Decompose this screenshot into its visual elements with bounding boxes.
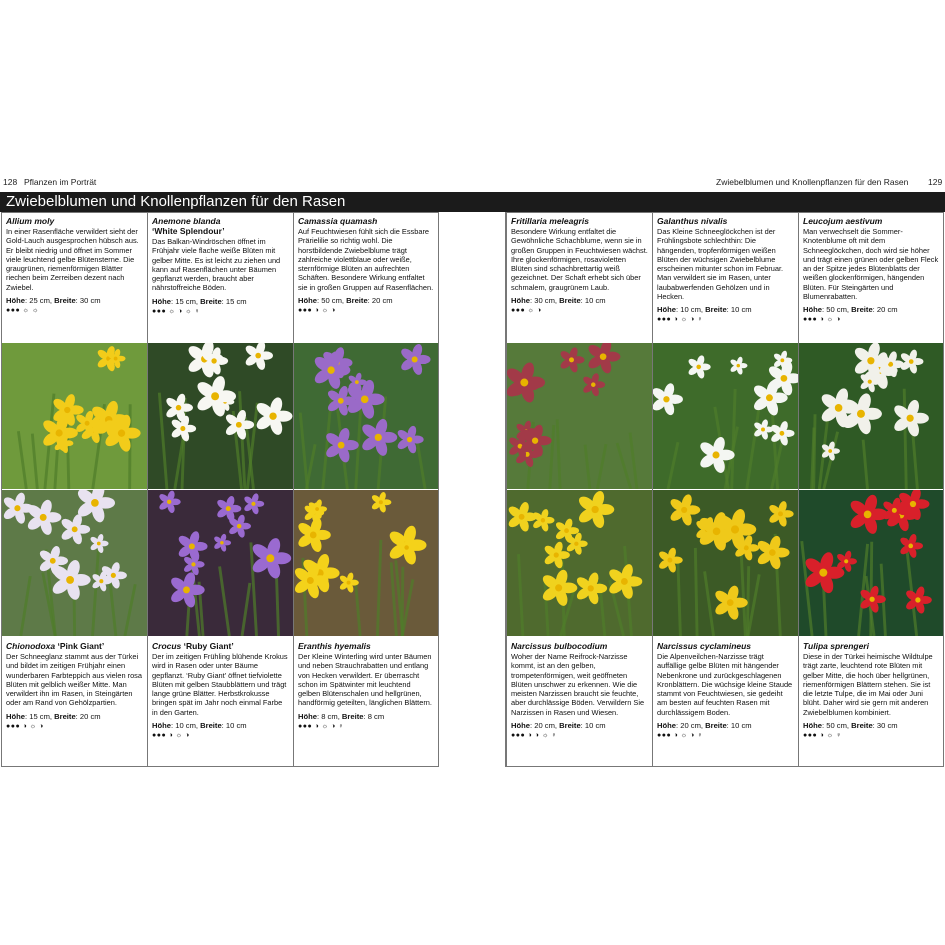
page-gutter (438, 212, 506, 767)
right-section-title: Zwiebelblumen und Knollenpflanzen für den Rasen (716, 177, 909, 187)
fritillaria-meleagris-photo (507, 343, 652, 489)
plant-description: In einer Rasenfläche verwildert sieht der Gold-Lauch ausgesprochen hübsch aus. Er bleibt niedrig und öffnet im Sommer viele leuchtend gelbe Blütensterne. Die graugrünen, riemenförmigen Blätter riechen beim Zerreiben dezent nach Zwiebel. (6, 227, 139, 292)
care-symbols: ●●● ☼ ☼ (6, 307, 39, 315)
anemone-blanda-photo-image (148, 343, 293, 489)
plant-dimensions: Höhe: 25 cm, Breite: 30 cm (6, 296, 101, 306)
plant-card-eranthis-hyemalis (294, 637, 438, 767)
plant-description: Der Schneeglanz stammt aus der Türkei und bildet im zeitigen Frühjahr einen wunderbaren Farbteppich aus vielen rosa Blüten mit gelblich weißer Mitte. Man verwildert ihn im Rasen, in Steingärten oder am Rand von Gehölzpartien. (6, 652, 142, 708)
plant-dimensions: Höhe: 50 cm, Breite: 30 cm (803, 721, 898, 731)
right-page-number: 129 (928, 177, 943, 187)
plant-description: Der Kleine Winterling wird unter Bäumen und neben Strauchrabatten und entlang von Hecken verwildert. Er überrascht schon im Spätwinter mit leuchtend gelben Blütenschalen und hellgrünen, handförmig geteilten, länglichen Blättern. (298, 652, 432, 708)
eranthis-hyemalis-photo-image (294, 490, 438, 636)
care-symbols: ●●● ◑ ☼ ◑ (803, 316, 841, 324)
stem (871, 542, 872, 636)
plant-name: Fritillaria meleagris (511, 216, 589, 226)
plant-name: Narcissus bulbocodium (511, 641, 608, 651)
plant-dimensions: Höhe: 20 cm, Breite: 10 cm (657, 721, 752, 731)
plant-card-fritillaria-meleagris (507, 212, 652, 342)
plant-description: Die Alpenveilchen-Narzisse trägt auffällige gelbe Blüten mit hängender Nebenkrone und zurückgeschlagenen Kronblättern. Die wüchsige kleine Staude stammt von Feuchtwiesen, sie gedeiht am besten auf feuchten Rasen mit durchlässigem Boden. (657, 652, 793, 717)
plant-description: Man verwechselt die Sommer-Knotenblume oft mit dem Schneeglöckchen, doch wird sie höher und trägt einen grünen oder gelben Fleck an der Spitze jedes Blütenblatts der weißen glockenförmigen, hängenden Blüten. Für Steingärten und Blumenrabatten. (803, 227, 939, 302)
section-band-title: Zwiebelblumen und Knollenpflanzen für den Rasen (6, 193, 346, 210)
care-symbols: ●●● ◑ ☼ ◑ (152, 732, 190, 740)
plant-dimensions: Höhe: 50 cm, Breite: 20 cm (803, 305, 898, 315)
plant-card-camassia-quamash (294, 212, 438, 342)
crocus-photo-image (148, 490, 293, 636)
allium-moly-photo (2, 343, 147, 489)
anemone-blanda-photo (148, 343, 293, 489)
tulipa-sprengeri-photo (799, 490, 943, 636)
plant-description: Besondere Wirkung entfaltet die Gewöhnliche Schachblume, wenn sie in großen Gruppen in Feuchtwiesen wächst. Ihre glockenförmigen, rosavioletten Blüten sind schachbrettartig weiß gezeichnet. Der Schaft erhebt sich über schmalem, graugrünem Laub. (511, 227, 648, 292)
plant-dimensions: Höhe: 10 cm, Breite: 10 cm (657, 305, 752, 315)
plant-description: Das Kleine Schneeglöckchen ist der Frühlingsbote schlechthin: Die hängenden, tropfenförmigen weißen Blüten der wüchsigen Zwiebelblume erscheinen mitunter schon im Februar. Man verwildert sie im Rasen, unter laubabwerfenden Gehölzen und in Hecken. (657, 227, 784, 302)
care-symbols: ●●● ☼ ◑ ☼ ♀ (152, 307, 201, 315)
plant-card-leucojum-aestivum (799, 212, 943, 342)
plant-card-allium-moly (2, 212, 147, 342)
plant-dimensions: Höhe: 15 cm, Breite: 15 cm (152, 296, 247, 306)
plant-card-crocus (148, 637, 293, 767)
care-symbols: ●●● ◑ ☼ ♀ (803, 732, 842, 740)
plant-name: Crocus ‘Ruby Giant’ (152, 641, 234, 651)
plant-card-narcissus-bulbocodium (507, 637, 652, 767)
narcissus-cyclamineus-photo-image (653, 490, 798, 636)
chionodoxa-photo (2, 490, 147, 636)
plant-dimensions: Höhe: 8 cm, Breite: 8 cm (298, 711, 385, 721)
left-section-title: Pflanzen im Porträt (24, 177, 97, 187)
eranthis-hyemalis-photo (294, 490, 438, 636)
care-symbols: ●●● ◑ ☼ ◑ (298, 307, 336, 315)
leucojum-aestivum-photo-image (799, 343, 943, 489)
plant-description: Auf Feuchtwiesen fühlt sich die Essbare Prärielilie so richtig wohl. Die horstbildende Zwiebelblume trägt zahlreiche violettblaue oder weiße, sternförmige Blüten an aufrechten Schäften. Besondere Wirkung entfaltet sie in großen Gruppen auf Rasenflächen. (298, 227, 434, 292)
plant-name: Galanthus nivalis (657, 216, 728, 226)
chionodoxa-photo-image (2, 490, 147, 636)
plant-dimensions: Höhe: 50 cm, Breite: 20 cm (298, 296, 393, 306)
plant-dimensions: Höhe: 20 cm, Breite: 10 cm (511, 721, 606, 731)
plant-name: Tulipa sprengeri (803, 641, 869, 651)
plant-name: Eranthis hyemalis (298, 641, 371, 651)
plant-description: Das Balkan-Windröschen öffnet im Frühjahr viele flache weiße Blüten mit gelber Mitte. Es ist leicht zu ziehen und kann auf Rasenflächen unter Bäumen gepflanzt werden, braucht aber nährstoffreiche Böden. (152, 237, 281, 293)
fritillaria-meleagris-photo-image (507, 343, 652, 489)
care-symbols: ●●● ◑ ◑ ☼ ♀ (511, 732, 558, 740)
plant-cultivar: ‘White Splendour’ (152, 226, 225, 236)
narcissus-cyclamineus-photo (653, 490, 798, 636)
camassia-quamash-photo (294, 343, 438, 489)
care-symbols: ●●● ◑ ☼ ◑ ♀ (298, 722, 345, 730)
plant-name: Narcissus cyclamineus (657, 641, 752, 651)
plant-description: Woher der Name Reifrock-Narzisse kommt, ist an den gelben, trompetenförmigen, weit geöffneten Blüten unschwer zu erkennen. Wie die meisten Narzissen braucht sie feuchte, aber durchlässige Böden. Verwildern Sie Narzissen in Rasen und Wiesen. (511, 652, 645, 717)
allium-moly-photo-image (2, 343, 147, 489)
plant-description: Diese in der Türkei heimische Wildtulpe trägt zarte, leuchtend rote Blüten mit gelber Mitte, die hoch über hellgrünen, riemenförmigen Blättern stehen. Sie ist die letzte Tulpe, die im Mai oder Juni blüht. Daher wird sie gern mit anderen Zwiebelblumen kombiniert. (803, 652, 933, 717)
crocus-photo (148, 490, 293, 636)
camassia-quamash-photo-image (294, 343, 438, 489)
leucojum-aestivum-photo (799, 343, 943, 489)
plant-name: Allium moly (6, 216, 55, 226)
plant-card-anemone-blanda (148, 212, 293, 342)
plant-name: Chionodoxa ‘Pink Giant’ (6, 641, 105, 651)
narcissus-bulbocodium-photo-image (507, 490, 652, 636)
plant-cultivar: ‘Ruby Giant’ (183, 641, 234, 651)
galanthus-nivalis-photo (653, 343, 798, 489)
plant-card-galanthus-nivalis (653, 212, 798, 342)
plant-card-narcissus-cyclamineus (653, 637, 798, 767)
care-symbols: ●●● ☼ ◑ (511, 307, 542, 315)
galanthus-nivalis-photo-image (653, 343, 798, 489)
stem (695, 548, 697, 636)
care-symbols: ●●● ◑ ☼ ◑ ♀ (657, 732, 704, 740)
left-page-number: 128 (3, 177, 18, 187)
plant-dimensions: Höhe: 15 cm, Breite: 20 cm (6, 711, 101, 721)
plant-card-tulipa-sprengeri (799, 637, 943, 767)
tulipa-sprengeri-photo-image (799, 490, 943, 636)
stem (904, 389, 906, 489)
plant-cultivar: ‘Pink Giant’ (57, 641, 105, 651)
care-symbols: ●●● ◑ ☼ ◑ ♀ (657, 316, 704, 324)
plant-name: Anemone blanda (152, 216, 221, 226)
plant-description: Der im zeitigen Frühling blühende Krokus wird in Rasen oder unter Bäume gepflanzt. ‘Ruby Giant’ öffnet tiefviolette Blüten mit gelben Staubblättern und trägt lange grüne Blätter. Herbstkrokusse bringen spät im Jahr noch einmal Farbe in den Garten. (152, 652, 288, 717)
plant-card-chionodoxa (2, 637, 147, 767)
plant-name: Leucojum aestivum (803, 216, 883, 226)
plant-dimensions: Höhe: 10 cm, Breite: 10 cm (152, 721, 247, 731)
narcissus-bulbocodium-photo (507, 490, 652, 636)
plant-name: Camassia quamash (298, 216, 378, 226)
plant-dimensions: Höhe: 30 cm, Breite: 10 cm (511, 296, 606, 306)
care-symbols: ●●● ◑ ☼ ◑ (6, 722, 44, 730)
section-band (0, 192, 945, 212)
